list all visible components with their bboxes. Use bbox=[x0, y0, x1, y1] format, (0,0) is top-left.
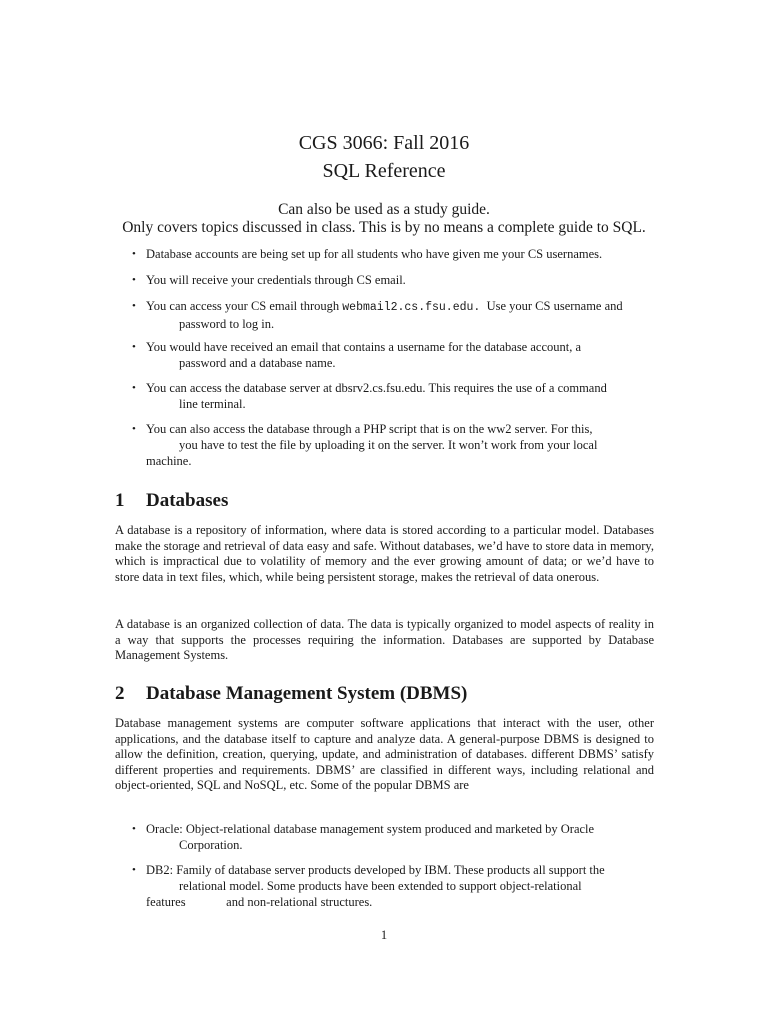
dbms-bullet-db2: • DB2: Family of database server products developed by IBM. These products all support the relational model. Some products have been extended to support object-relational features and non-relational structures. bbox=[132, 863, 605, 909]
intro-bullet-php-script: • You can also access the database through a PHP script that is on the ww2 server. For this, you have to test the file by uploading it on the server. It won’t work from your local machine. bbox=[132, 422, 598, 468]
bullet-icon: • bbox=[132, 382, 136, 394]
bullet-icon: • bbox=[132, 248, 136, 260]
section-number: 1 bbox=[115, 490, 125, 511]
doc-subtitle-line2: Only covers topics discussed in class. This is by no means a complete guide to SQL. bbox=[122, 219, 646, 236]
databases-paragraph-1: A database is a repository of information, where data is stored according to a particular model. Databases make the storage and retrieval of data easy and safe. Without databases, we’d have to store data in memory, which is impractical due to volatility of memory and the ever growing amount of data; or we’d have to store data in text files, which, while being persistent storage, makes the retrieval of data onerous. bbox=[115, 523, 654, 584]
section-title: Databases bbox=[146, 490, 229, 511]
dbms-paragraph: Database management systems are computer software applications that interact with the user, other applications, and the database itself to capture and analyze data. A general-purpose DBMS is designed to allow the definition, creation, querying, update, and administration of databases. different DBMS’ satisfy different properties and requirements. DBMS’ are classified in different ways, including relational and object-oriented, SQL and NoSQL, etc. Some of the popular DBMS are bbox=[115, 716, 654, 793]
bullet-icon: • bbox=[132, 823, 136, 835]
bullet-icon: • bbox=[132, 341, 136, 353]
doc-subtitle-line1: Can also be used as a study guide. bbox=[278, 201, 490, 218]
bullet-icon: • bbox=[132, 274, 136, 286]
bullet-icon: • bbox=[132, 300, 136, 312]
doc-title-subject: SQL Reference bbox=[322, 160, 446, 182]
dbms-bullet-oracle: • Oracle: Object-relational database management system produced and marketed by Oracle Corporation. bbox=[132, 822, 595, 852]
section-heading-dbms bbox=[115, 682, 467, 706]
intro-bullet-credentials: • You will receive your credentials through CS email. bbox=[132, 273, 406, 287]
page-number: 1 bbox=[380, 928, 388, 942]
section-title: Database Management System (DBMS) bbox=[146, 683, 468, 704]
bullet-icon: • bbox=[132, 423, 136, 435]
databases-paragraph-2: A database is an organized collection of data. The data is typically organized to model aspects of reality in a way that supports the processes requiring the information. Databases are supported by Database Management Systems. bbox=[115, 617, 654, 663]
intro-bullet-webmail: • You can access your CS email through webmail2.cs.fsu.edu. Use your CS username and password to log in. bbox=[132, 299, 623, 331]
section-number: 2 bbox=[115, 683, 125, 704]
section-heading-databases bbox=[115, 489, 228, 513]
bullet-icon: • bbox=[132, 864, 136, 876]
intro-bullet-db-server: • You can access the database server at dbsrv2.cs.fsu.edu. This requires the use of a command line terminal. bbox=[132, 381, 607, 411]
intro-bullet-accounts: • Database accounts are being set up for all students who have given me your CS usernames. bbox=[132, 247, 603, 261]
webmail-address: webmail2.cs.fsu.edu. bbox=[342, 301, 481, 314]
doc-title-course: CGS 3066: Fall 2016 bbox=[298, 132, 470, 154]
intro-bullet-database-email: • You would have received an email that contains a username for the database account, a password and a database name. bbox=[132, 340, 582, 370]
